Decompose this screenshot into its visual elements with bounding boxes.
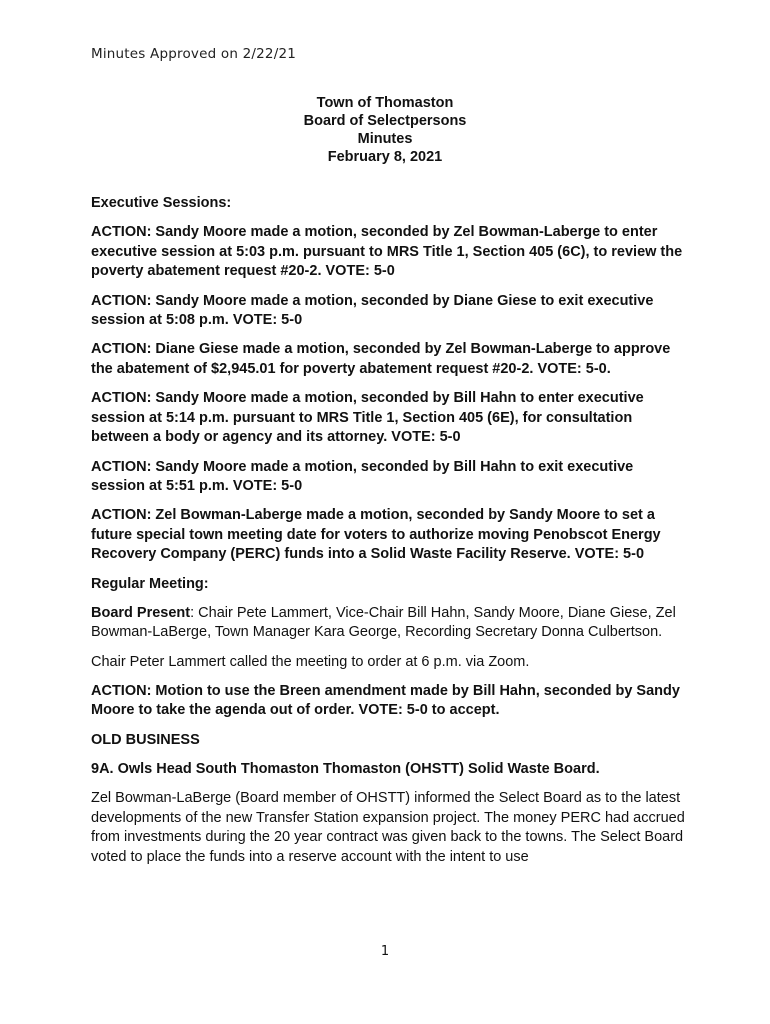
action-paragraph: ACTION: Zel Bowman-Laberge made a motion, seconded by Sandy Moore to set a future special town meeting date for voters to authorize moving Penobscot Energy Recovery Company (PERC) funds into a Solid Waste Facility Reserve. VOTE: 5-0	[91, 507, 661, 563]
title-minutes: Minutes	[357, 131, 413, 147]
call-to-order-paragraph: Chair Peter Lammert called the meeting to order at 6 p.m. via Zoom.	[91, 653, 530, 670]
old-business-heading: OLD BUSINESS	[91, 731, 200, 748]
action-paragraph: ACTION: Sandy Moore made a motion, seconded by Diane Giese to exit executive session at 5:08 p.m. VOTE: 5-0	[91, 292, 654, 329]
action-paragraph: ACTION: Sandy Moore made a motion, seconded by Zel Bowman-Laberge to enter executive session at 5:03 p.m. pursuant to MRS Title 1, Section 405 (6C), to review the poverty abatement request #20-2. VOTE: 5-0	[91, 224, 683, 280]
regular-meeting-heading: Regular Meeting:	[91, 575, 209, 592]
action-paragraph: ACTION: Sandy Moore made a motion, seconded by Bill Hahn to enter executive session at 5:14 p.m. pursuant to MRS Title 1, Section 405 (6E), for consultation between a body or agency and its attorney. VOTE: 5-0	[91, 390, 644, 446]
title-block	[0, 94, 770, 166]
approval-note: Minutes Approved on 2/22/21	[91, 46, 297, 62]
item-9a-text: Zel Bowman-LaBerge (Board member of OHSTT) informed the Select Board as to the latest developments of the new Transfer Station expansion project. The money PERC had accrued from investments during the 20 year contract was given back to the towns. The Select Board voted to place the funds into a reserve account with the intent to use	[91, 789, 685, 865]
minutes-body	[91, 194, 687, 877]
board-present-paragraph	[91, 604, 687, 643]
title-town: Town of Thomaston	[316, 95, 454, 111]
board-present-label: Board Present	[91, 604, 191, 621]
executive-sessions-heading: Executive Sessions:	[91, 195, 232, 211]
title-board: Board of Selectpersons	[303, 113, 467, 129]
title-date: February 8, 2021	[327, 149, 443, 165]
item-9a-heading: 9A. Owls Head South Thomaston Thomaston (OHSTT) Solid Waste Board.	[91, 760, 600, 777]
action-paragraph: ACTION: Sandy Moore made a motion, seconded by Bill Hahn to exit executive session at 5:51 p.m. VOTE: 5-0	[91, 458, 634, 495]
board-present-text: : Chair Pete Lammert, Vice-Chair Bill Hahn, Sandy Moore, Diane Giese, Zel Bowman-LaBerge, Town Manager Kara George, Recording Secretary Donna Culbertson.	[91, 604, 676, 641]
action-paragraph: ACTION: Diane Giese made a motion, seconded by Zel Bowman-Laberge to approve the abatement of $2,945.01 for poverty abatement request #20-2. VOTE: 5-0.	[91, 341, 671, 377]
page-number: 1	[380, 944, 390, 959]
agenda-action-paragraph: ACTION: Motion to use the Breen amendment made by Bill Hahn, seconded by Sandy Moore to take the agenda out of order. VOTE: 5-0 to accept.	[91, 682, 680, 719]
